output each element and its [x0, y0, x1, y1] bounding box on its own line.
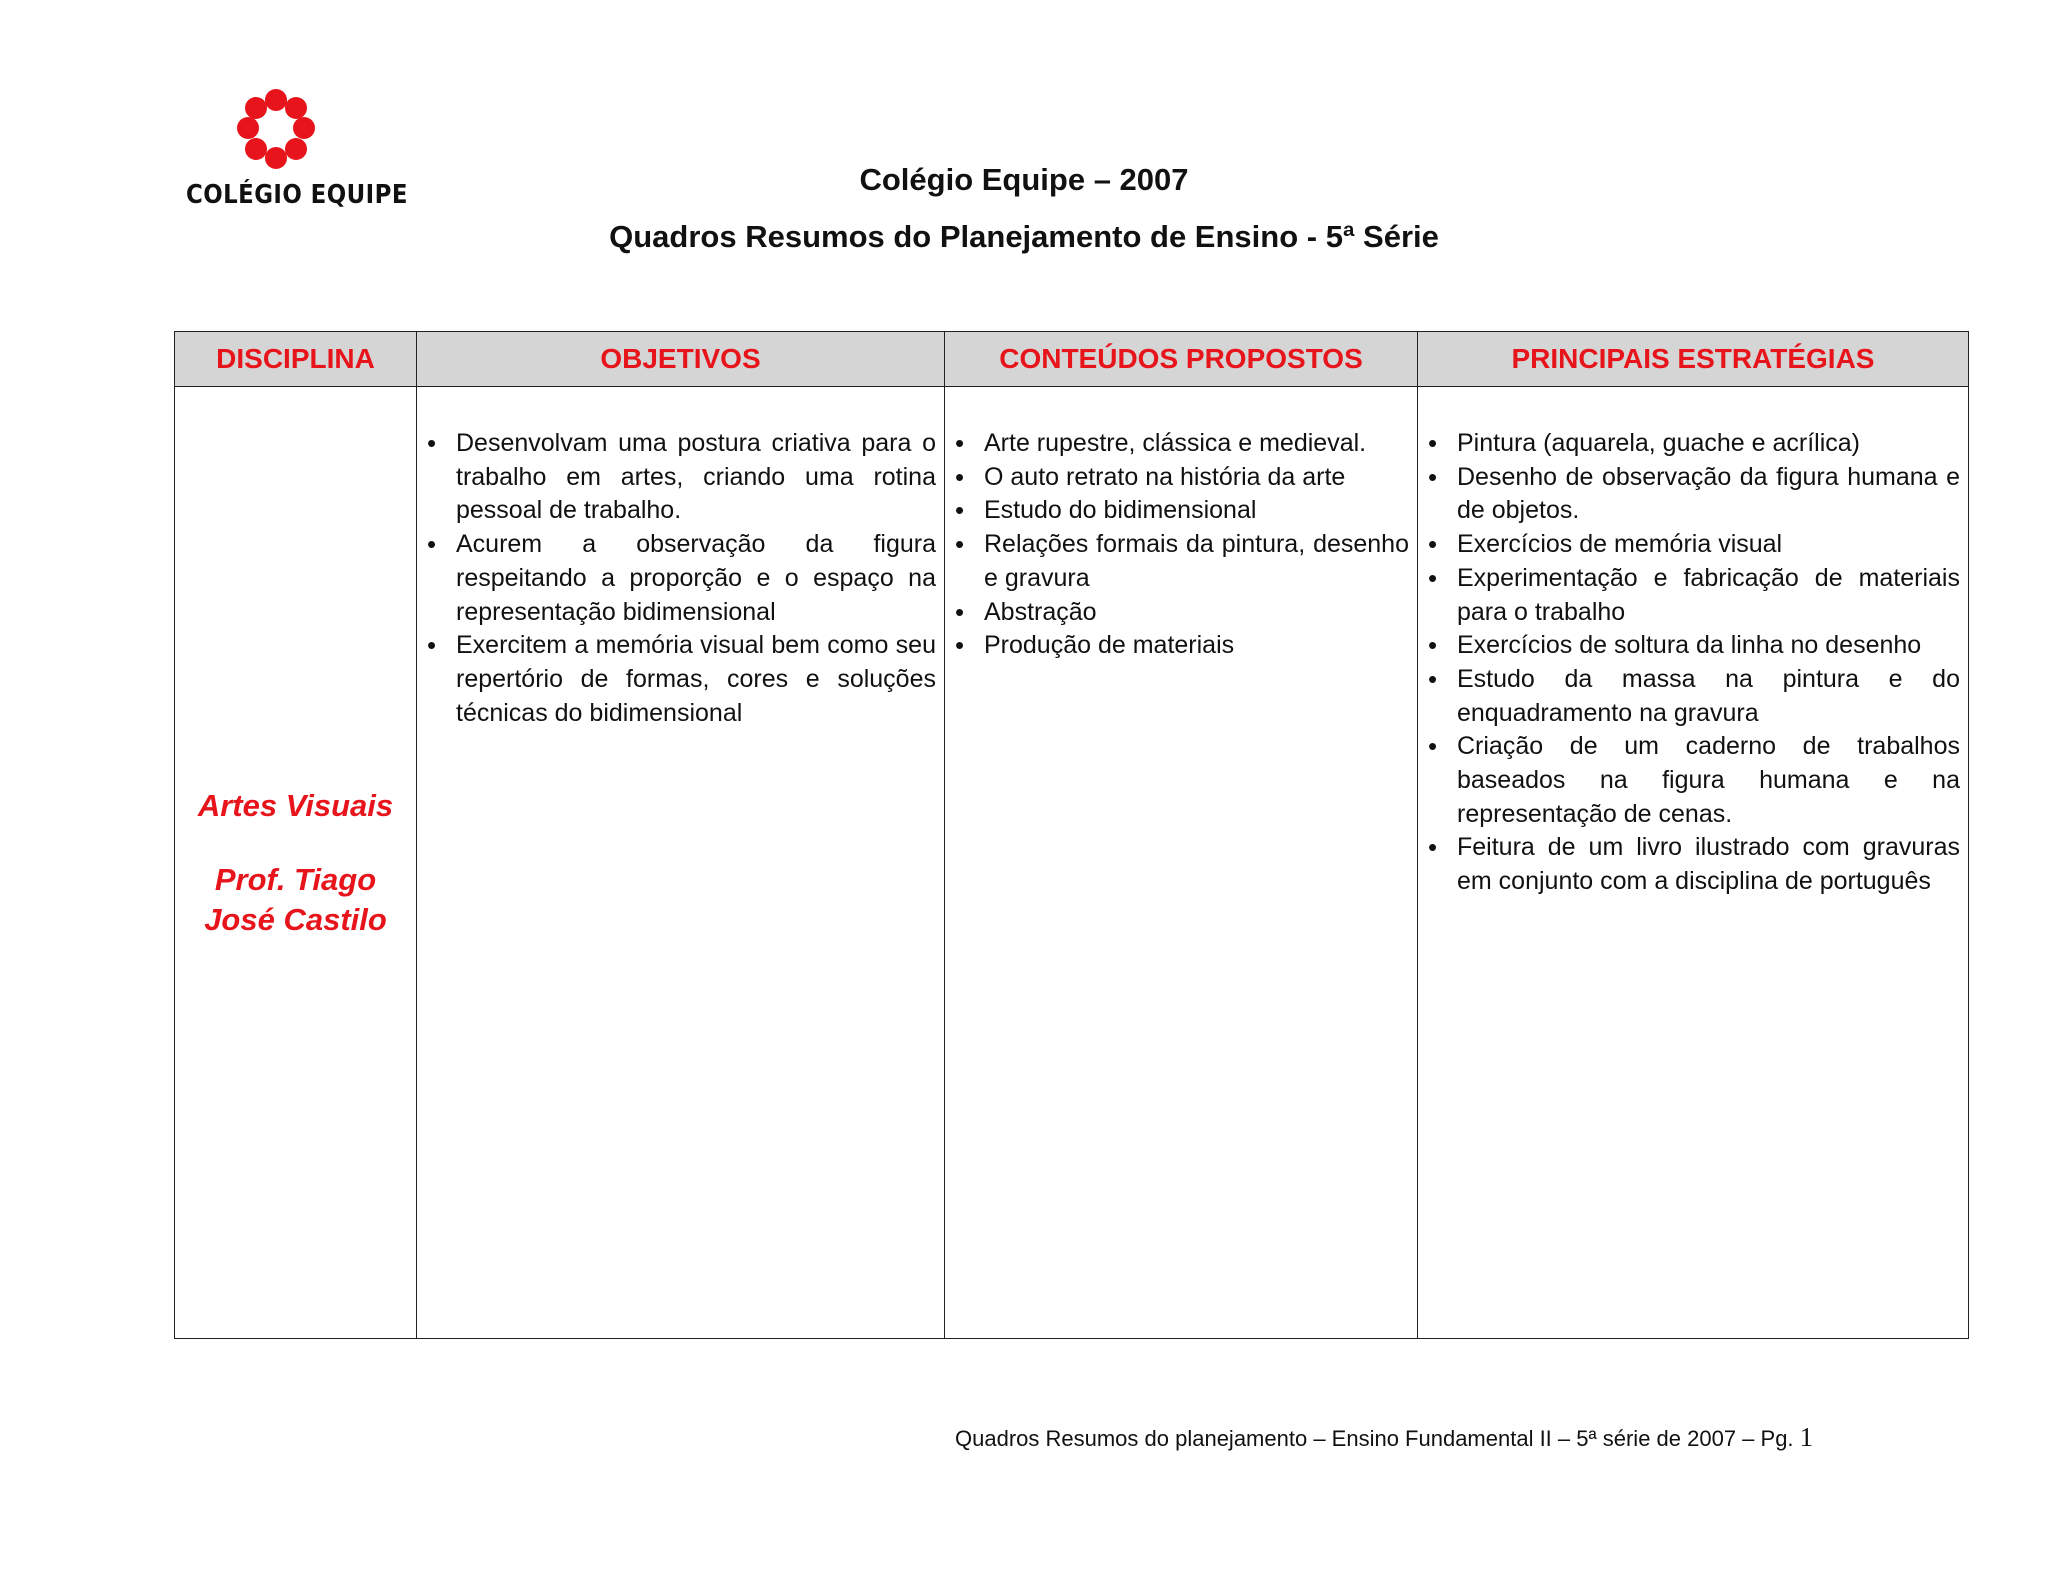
header-conteudos: CONTEÚDOS PROPOSTOS — [945, 332, 1418, 387]
list-item: • Experimentação e fabricação de materiais para o trabalho — [1418, 562, 1960, 629]
list-item: • Estudo da massa na pintura e do enquadramento na gravura — [1418, 663, 1960, 730]
discipline-name: Artes Visuais — [197, 787, 394, 823]
list-item: • Abstração — [945, 596, 1409, 630]
header-disciplina: DISCIPLINA — [175, 332, 417, 387]
list-item: • Exercícios de memória visual — [1418, 528, 1960, 562]
list-item: • Pintura (aquarela, guache e acrílica) — [1418, 427, 1960, 461]
teacher-name-line1: Prof. Tiago — [214, 861, 377, 897]
estrategias-cell — [1418, 387, 1969, 1339]
objetivos-cell — [417, 387, 945, 1339]
list-item: • Criação de um caderno de trabalhos baseados na figura humana e na representação de cenas. — [1418, 730, 1960, 831]
objetivos-list — [417, 427, 936, 730]
list-item: • Exercícios de soltura da linha no desenho — [1418, 629, 1960, 663]
list-item: • Desenvolvam uma postura criativa para o trabalho em artes, criando uma rotina pessoal de trabalho. — [417, 427, 936, 528]
footer-text: Quadros Resumos do planejamento – Ensino Fundamental II – 5ª série de 2007 – Pg. — [955, 1426, 1800, 1451]
logo-text: COLÉGIO EQUIPE — [186, 180, 408, 210]
list-item: • O auto retrato na história da arte — [945, 461, 1409, 495]
estrategias-list — [1418, 427, 1960, 899]
list-item: • Exercitem a memória visual bem como seu repertório de formas, cores e soluções técnicas do bidimensional — [417, 629, 936, 730]
list-item: • Relações formais da pintura, desenho e gravura — [945, 528, 1409, 595]
disciplina-cell — [175, 387, 417, 1339]
flower-logo-icon — [232, 88, 322, 172]
page-subtitle: Quadros Resumos do Planejamento de Ensino - 5ª Série — [609, 219, 1439, 254]
teacher-name-line2: José Castilo — [204, 901, 387, 937]
header-estrategias: PRINCIPAIS ESTRATÉGIAS — [1418, 332, 1969, 387]
page-number: 1 — [1799, 1422, 1814, 1452]
list-item: • Produção de materiais — [945, 629, 1409, 663]
header-objetivos: OBJETIVOS — [417, 332, 945, 387]
list-item: • Feitura de um livro ilustrado com gravuras em conjunto com a disciplina de português — [1418, 831, 1960, 898]
school-logo — [180, 88, 408, 218]
table-row — [175, 387, 1969, 1339]
planning-table — [174, 331, 1969, 1339]
table-header-row — [175, 332, 1969, 387]
conteudos-list — [945, 427, 1409, 663]
conteudos-cell — [945, 387, 1418, 1339]
list-item: • Acurem a observação da figura respeitando a proporção e o espaço na representação bidimensional — [417, 528, 936, 629]
page-title: Colégio Equipe – 2007 — [859, 162, 1189, 197]
list-item: • Arte rupestre, clássica e medieval. — [945, 427, 1409, 461]
list-item: • Desenho de observação da figura humana e de objetos. — [1418, 461, 1960, 528]
page-footer — [955, 1422, 1813, 1453]
list-item: • Estudo do bidimensional — [945, 494, 1409, 528]
